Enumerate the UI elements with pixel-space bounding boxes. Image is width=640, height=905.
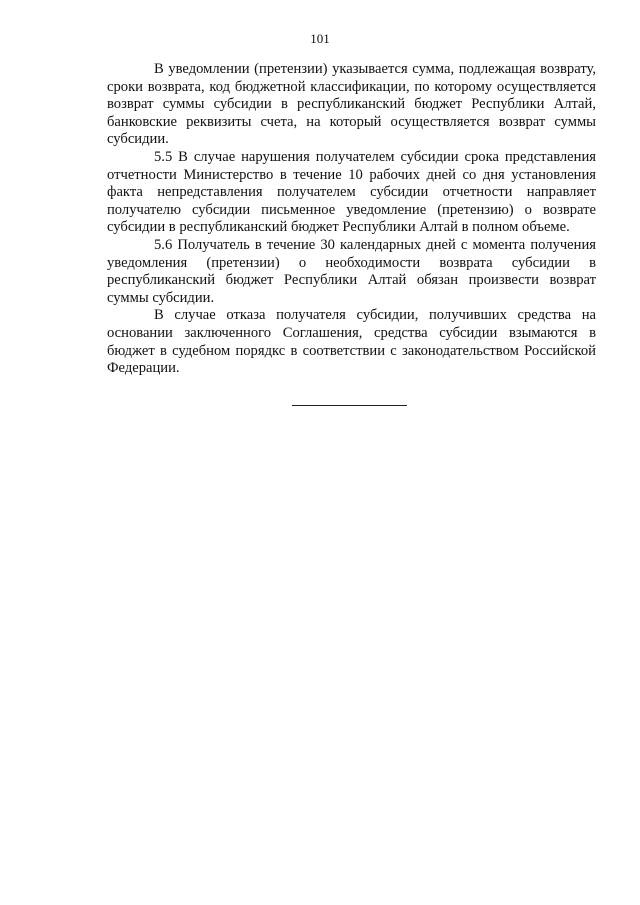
paragraph-5-5: 5.5 В случае нарушения получателем субсидии срока представления отчетности Министерство в течение 10 рабочих дней со дня установления факта непредставления получателем субсидии отчетности направляет получателю субсидии письменное уведомление (претензию) о возврате субсидии в республиканский бюджет Республики Алтай в полном объеме. xyxy=(107,148,596,236)
document-body xyxy=(107,61,596,378)
paragraph-refund-notice: В уведомлении (претензии) указывается сумма, подлежащая возврату, сроки возврата, код бюджетной классификации, по которому осуществляется возврат суммы субсидии в республиканский бюджет Республики Алтай, банковские реквизиты счета, на который осуществляется возврат суммы субсидии. xyxy=(107,61,596,148)
page-number: 101 xyxy=(310,31,330,46)
paragraph-refusal: В случае отказа получателя субсидии, получивших средства на основании заключенного Соглашения, средства субсидии взымаются в бюджет в судебном порядкс в соответствии с законодательством Российской Федерации. xyxy=(107,307,596,377)
paragraph-5-6: 5.6 Получатель в течение 30 календарных дней с момента получения уведомления (претензии) о необходимости возврата субсидии в республиканский бюджет Республики Алтай обязан произвести возврат суммы субсидии. xyxy=(107,236,596,306)
end-separator-line xyxy=(292,405,407,406)
